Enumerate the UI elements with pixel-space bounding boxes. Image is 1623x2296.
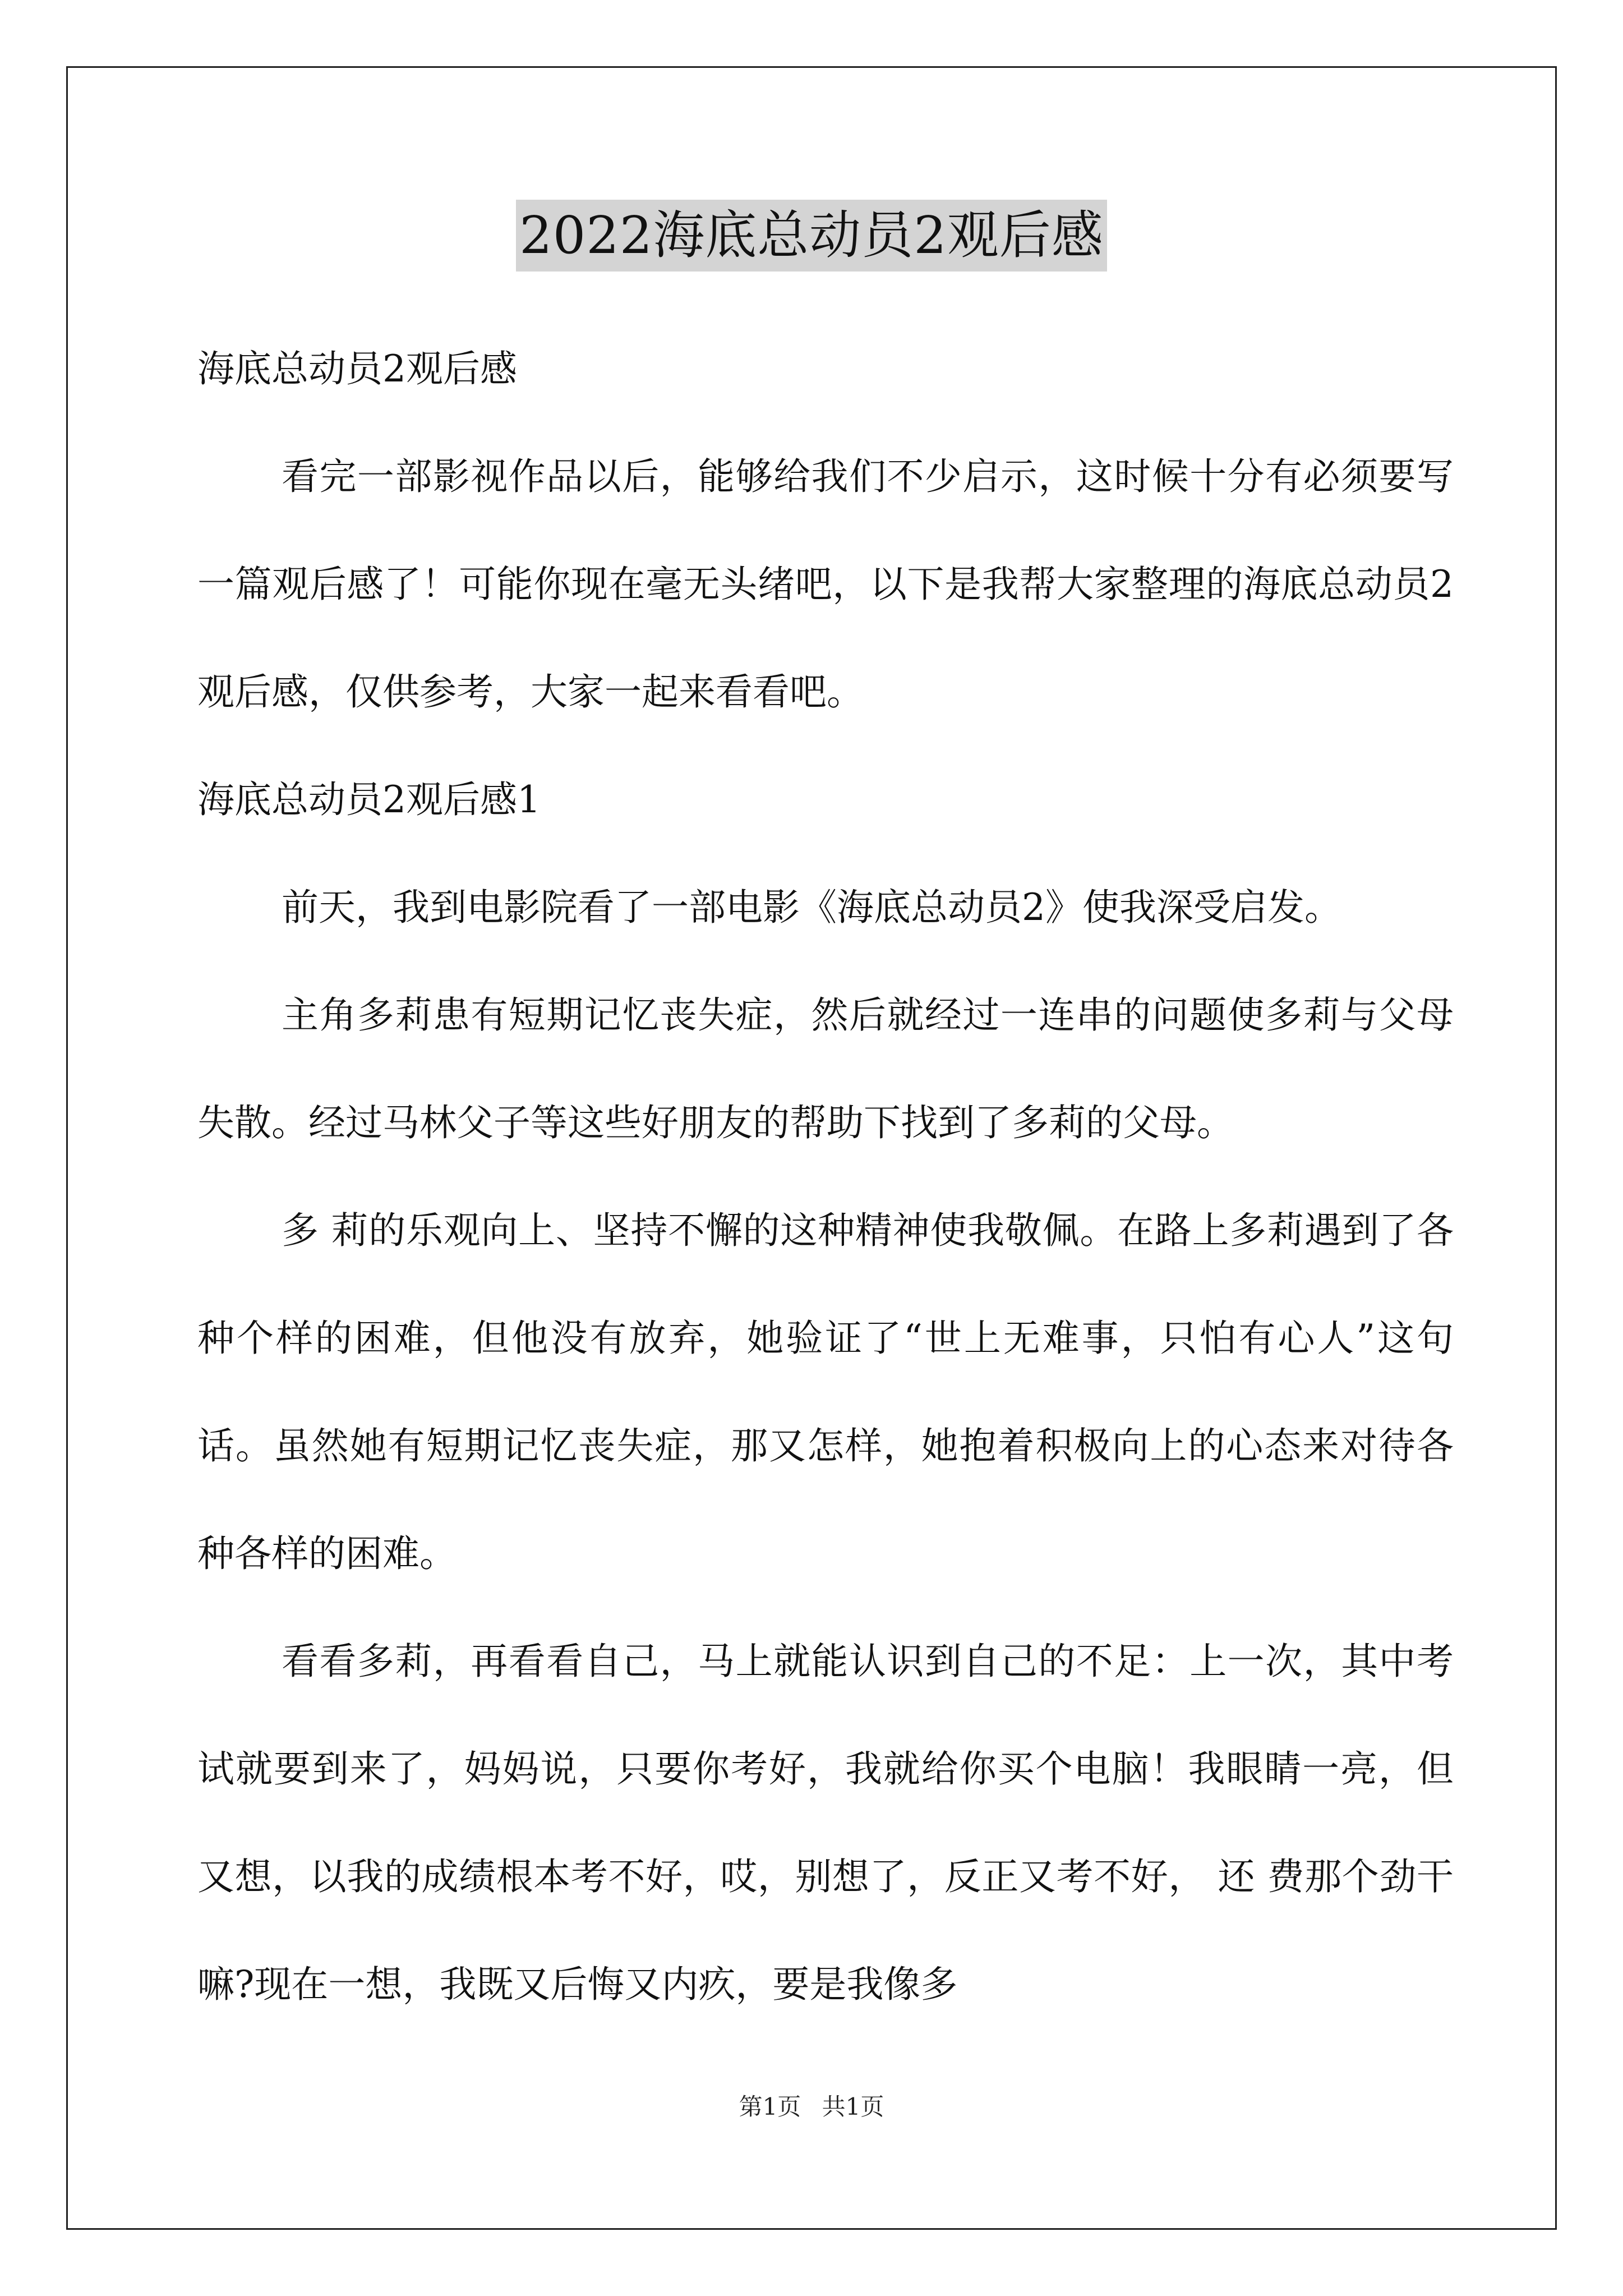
paragraph: 看完一部影视作品以后，能够给我们不少启示，这时候十分有必须要写一篇观后感了！可能你现在毫无头绪吧，以下是我帮大家整理的海底总动员2观后感，仅供参考，大家一起来看看吧。 [197,455,1454,714]
paragraph: 海底总动员2观后感 [197,347,517,390]
paragraph: 前天，我到电影院看了一部电影《海底总动员2》使我深受启发。 [282,886,1341,929]
page-number: 第1页 [739,2093,801,2120]
title-container [0,200,1623,272]
paragraph: 看看多莉，再看看自己，马上就能认识到自己的不足：上一次，其中考试就要到来了，妈妈说，只要你考好，我就给你买个电脑！我眼睛一亮，但又想，以我的成绩根本考不好，哎，别想了，反正又考不好， 还 费那个劲干嘛?现在一想，我既又后悔又内疚，要是我像多 [197,1640,1454,2006]
page-total: 共1页 [822,2093,884,2120]
document-title: 2022海底总动员2观后感 [516,200,1107,272]
paragraph: 多 莉的乐观向上、坚持不懈的这种精神使我敬佩。在路上多莉遇到了各种个样的困难，但他没有放弃，她验证了“世上无难事，只怕有心人”这句话。虽然她有短期记忆丧失症，那又怎样，她抱着积极向上的心态来对待各种各样的困难。 [197,1209,1454,1575]
paragraph: 主角多莉患有短期记忆丧失症，然后就经过一连串的问题使多莉与父母失散。经过马林父子等这些好朋友的帮助下找到了多莉的父母。 [197,993,1454,1144]
page-footer [0,2090,1623,2124]
paragraph: 海底总动员2观后感1 [197,778,541,821]
document-body [197,315,1454,2039]
